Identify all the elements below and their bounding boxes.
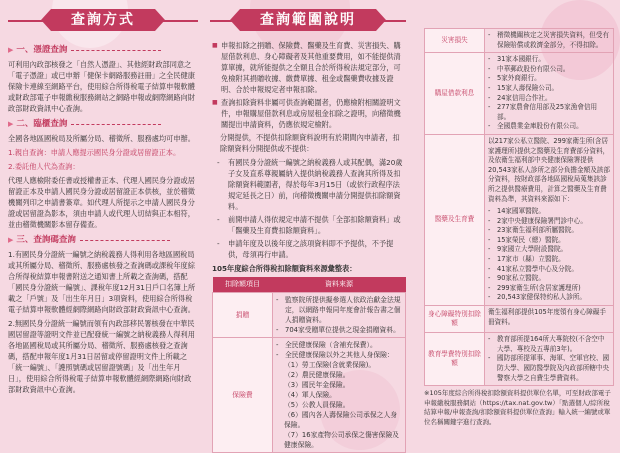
- footnote: ※105年度綜合所得稅扣除額資料提供單位名單，可至財政部電子申報繳稅服務網站（https://tax.nat.gov.tw）「點選個人/綜所稅結算申報/申報查詢/扣除額資料提供單位查詢」輸入統一編號或單位名稱關鍵字進行查詢。: [424, 389, 611, 426]
- list-marker: -: [488, 235, 491, 244]
- list-marker: -: [488, 274, 491, 283]
- list-marker: -: [488, 293, 491, 302]
- left-panel: [0, 0, 205, 438]
- list-text: 國防部所提軍事、海軍、空軍官校、國防大學、國防醫學院及內政部所轄中央警察大學之自費生學費資料。: [497, 354, 610, 382]
- list-marker: -: [488, 245, 491, 254]
- deduction-source-table-continued: [424, 28, 614, 386]
- list-marker: -: [488, 226, 491, 235]
- source-item: [488, 55, 610, 65]
- table-row: [425, 134, 614, 305]
- list-text: 15家榮民（總）醫院。: [497, 235, 565, 244]
- source-item: [276, 340, 402, 350]
- table-row: [425, 306, 614, 333]
- row-category: 購屋借款利息: [425, 53, 485, 135]
- source-item: [488, 226, 610, 236]
- right-panel: [412, 0, 616, 438]
- source-item: [488, 265, 610, 275]
- banner-wrap: [210, 8, 406, 32]
- chevron-icon: ▶: [8, 120, 14, 128]
- left-content: [8, 40, 196, 398]
- list-text: 申請年度及以後年度之該項資料即不予提供，不予提供，母須再行申請。: [228, 239, 394, 259]
- source-item: [488, 94, 610, 104]
- list-marker: -: [488, 55, 491, 64]
- row-sources: [485, 306, 614, 333]
- title-underline: [71, 124, 161, 125]
- source-subitem: （5）公教人員保險。: [284, 401, 350, 409]
- list-text: 90家私立醫院。: [497, 274, 545, 283]
- list-text: 15家人壽保險公司。: [497, 83, 559, 92]
- list-marker: -: [488, 264, 491, 273]
- source-item: [488, 65, 610, 75]
- list-marker: -: [488, 122, 491, 131]
- deduction-source-table: [212, 277, 406, 453]
- scope-sub-2: [212, 214, 406, 236]
- source-subitem: （4）軍人保險。: [284, 391, 336, 399]
- table-row: [425, 29, 614, 53]
- counter-item-proxy: 2.委託他人代為查詢：: [8, 162, 80, 171]
- row-sources: [485, 53, 614, 135]
- list-text: 14家國軍醫院。: [497, 207, 545, 216]
- section-title-text: 二、臨櫃查詢: [16, 119, 68, 129]
- banner-query-methods: 查詢方式: [51, 9, 155, 31]
- chevron-icon: ▶: [8, 46, 14, 54]
- list-marker: -: [488, 74, 491, 83]
- source-item: [488, 217, 610, 227]
- chevron-icon: ▶: [8, 236, 14, 244]
- list-marker: -: [488, 216, 491, 225]
- table-row: [213, 293, 406, 338]
- list-text: 20,543家健保特約私人診所。: [497, 293, 587, 302]
- table-header-row: [213, 277, 406, 293]
- counter-item-proxy-detail: 代理人應檢附委任書或授權書正本、代理人國民身分證或居留證正本及申請人國民身分證或居留證正本供核，並於稽徵機關列印之申請書簽章。如代理人所提示之申請人國民身分證或居留證為影本，須由申請人或代理人切結與正本相符，並由稽徵機關影本留存備查。: [8, 176, 195, 229]
- row-category: 教育學費特別扣除額: [425, 333, 485, 386]
- source-item: [488, 255, 610, 265]
- list-text: 24家信用合作社。: [497, 93, 552, 102]
- code-item-2: 2.無國民身分證統一編號而領有內政部移民署核發在中華民國居留證等證明文件並已配發統一編號之納稅義務人得利用各地區國稅局或其所屬分局、稽徵所、服務處核發之查詢碼，搭配申報年度1月31日居留或停留證明文件上所載之「統一編號」、「護照號碼或居留證號碼」及「出生年月日」，使用綜合所得稅電子結算申報軟體經網際網路向財政部財政資訊中心查詢。: [8, 319, 195, 394]
- source-item: [488, 84, 610, 94]
- list-text: 2家中央健康保險署門診中心。: [497, 216, 587, 225]
- source-item: [276, 350, 402, 360]
- table-row: [213, 338, 406, 453]
- row-sources: [273, 338, 406, 453]
- source-item: [276, 325, 402, 335]
- row-sources: [485, 134, 614, 305]
- scope-note-3: 分開提供，不提供扣除額資料說明有於期間內申請者，扣除額資料分開提供或不提供：: [220, 133, 400, 153]
- list-text: 31家本國銀行。: [497, 55, 545, 64]
- list-text: 23家衛生福利部所屬醫院。: [497, 226, 578, 235]
- list-text: 有國民身分證統一編號之納稅義務人或其配偶，滿20歲子女及直系尊親屬納入提供納稅義務人查詢其所得及扣除額資料範圍者，得於每年3月15日（或依行政程序法規定延長之日）前，向稽徵機關申請分開提供扣除額資料。: [228, 158, 403, 211]
- source-item: [488, 335, 610, 354]
- middle-panel: [208, 0, 408, 449]
- row-category: 捐贈: [213, 293, 273, 338]
- source-item: [488, 274, 610, 284]
- scope-sub-3: [212, 238, 406, 260]
- banner-wrap: [8, 8, 198, 32]
- list-text: 41家私立醫學中心及分院。: [497, 264, 578, 273]
- list-marker: -: [217, 215, 220, 224]
- source-item: [488, 31, 610, 50]
- section-title-certificate: [8, 45, 196, 56]
- source-item: [488, 122, 610, 132]
- list-text: 監察院所提供擬參選人依政治獻金法規定，以網路申報同年度會計報告書之個人捐贈資料。: [285, 296, 401, 324]
- list-marker: -: [488, 93, 491, 102]
- list-text: 中華郵政股份有限公司。: [497, 64, 570, 73]
- table-title: 105年度綜合所得稅扣除額資料來源彙整表：: [212, 264, 357, 273]
- section-title-text: 三、查詢碼查詢: [16, 235, 76, 245]
- list-marker: -: [276, 351, 279, 359]
- source-intro: 以217家公私立醫院、299家衛生所(含居家護理所)提供之醫藥及生育費部分資料，及依衛生福利部中央健康保險署提供20,543家私人診所之部分負擔金額及該部分資料，按財政部各地區國稅局蒐集該診所之提供醫療費用，計算之醫藥及生育費資料為準，其資料來源如下：: [488, 136, 610, 203]
- row-sources: [485, 333, 614, 386]
- section-body-counter: 全國各地區國稅局及所屬分局、稽徵所、服務處均可申辦。: [8, 134, 195, 143]
- section-title-counter: [8, 119, 196, 130]
- list-marker: -: [276, 341, 279, 349]
- source-text: 衛生福利部提供105年度領有身心障礙手冊資料。: [488, 308, 607, 326]
- list-marker: -: [488, 354, 491, 363]
- source-item: [488, 74, 610, 84]
- list-text: 17家市（縣）立醫院。: [497, 255, 565, 264]
- list-text: 5家外商銀行。: [497, 74, 541, 83]
- header-item: 扣除額項目: [213, 277, 273, 293]
- row-sources: [485, 29, 614, 53]
- list-text: 9家國立大學附設醫院。: [497, 245, 568, 254]
- row-category: 醫藥及生育費: [425, 134, 485, 305]
- source-subitem: （6）國內各人壽保險公司承保之人身保險。: [284, 411, 398, 429]
- row-sources: [273, 293, 406, 338]
- scope-sub-1: [212, 157, 406, 212]
- section-title-code: [8, 235, 196, 246]
- list-marker: -: [488, 64, 491, 73]
- row-category: 身心障礙特別扣除額: [425, 306, 485, 333]
- list-marker: -: [217, 158, 220, 167]
- title-underline: [71, 50, 161, 51]
- list-text: 277家農會信用部及25家漁會信用部。: [497, 103, 598, 121]
- table-row: [425, 53, 614, 135]
- list-marker: -: [217, 239, 220, 248]
- source-item: [488, 293, 610, 303]
- list-marker: -: [488, 31, 491, 39]
- list-marker: -: [488, 207, 491, 216]
- list-text: 全民健康保險以外之其他人身保險：: [285, 351, 394, 359]
- source-item: [488, 103, 610, 122]
- list-marker: -: [488, 103, 491, 112]
- source-item: [488, 354, 610, 383]
- source-item: [276, 295, 402, 325]
- list-text: 全民健康保險（含補充保費）。: [285, 341, 377, 349]
- section-title-text: 一、憑證查詢: [16, 45, 68, 55]
- header-source: 資料來源: [273, 277, 406, 293]
- list-marker: -: [488, 255, 491, 264]
- title-underline: [80, 240, 170, 241]
- source-subitem: （1）勞工保險(含就業保險)。: [284, 361, 376, 369]
- list-text: 稽徵機關核定之災害損失資料，但受有保險賠償或救濟金部分，不得扣除。: [497, 31, 610, 49]
- code-item-1: 1.有國民身分證統一編號之納稅義務人得利用各地區國稅局或其所屬分局、稽徵所、服務處核發之查詢碼或課稅年度綜合所得稅結算申報書附送之通知書上所載之查詢碼，搭配「國民身分證統一編號」、課稅年度12月31日戶口名簿上所載之「戶號」及「出生年月日」3項資料，使用綜合所得稅電子結算申報軟體經網際網路向財政部財政資訊中心查詢。: [8, 250, 196, 314]
- source-subitem: （7）16家產物公司承保之傷害保險及健康保險。: [284, 431, 399, 449]
- right-content: [424, 28, 614, 430]
- list-text: 全國農業金庫股份有限公司。: [497, 122, 583, 131]
- section-body-certificate: 可利用內政部核發之「自然人憑證」、其他經財政部同意之「電子憑證」或已申辦「健保卡網路服務註冊」之全民健康保險卡連線至網路平台，使用綜合所得稅電子結算申報軟體或財政部電子申報繳稅服務網站之網路申報或網際網路向財政部財政資訊中心查詢。: [8, 60, 195, 113]
- table-row: [425, 333, 614, 386]
- source-subitem: （2）農民健康保險。: [284, 371, 350, 379]
- scope-note-2: ■ 查詢扣除資料非屬可供查詢範圍者，仍應檢附相關證明文件，申報購屋借款利息或房屋租金扣除之證明，向稽徵機關提出申請資料，仍應依規定檢附。: [212, 97, 406, 130]
- list-text: 前開申請人得依規定申請不提供「全部扣除額資料」或「醫藥及生育費扣除額資料」。: [228, 215, 401, 235]
- list-text: 教育部所提164所大專院校(不含空中大學、專校及五專前3年)。: [497, 335, 605, 353]
- list-text: 704家受贈單位提供之現金捐贈資料。: [285, 326, 400, 334]
- list-marker: -: [488, 335, 491, 344]
- source-item: [488, 284, 610, 294]
- source-item: [488, 207, 610, 217]
- list-text: 299家衛生所(含居家護理所): [497, 283, 581, 292]
- banner-query-scope: 查詢範圍說明: [240, 9, 376, 31]
- scope-note-1: ■ 申報扣除之捐贈、保險費、醫藥及生育費、災害損失、購屋借款利息、身心障礙者及其他重要費用，如不能提供清算單據，就所能提供之全額且合於所得稅法規定部分，可免檢附其捐贈收據、繳費單據、租金或醫藥費收據及證明、合於申報規定者申報扣除。: [212, 40, 406, 95]
- row-category: 保險費: [213, 338, 273, 453]
- source-subitem: （3）國民年金保險。: [284, 381, 350, 389]
- middle-content: [212, 40, 406, 453]
- list-marker: -: [488, 83, 491, 92]
- list-marker: -: [276, 326, 279, 334]
- counter-item-self: 1.親自查詢：申請人應提示國民身分證或居留證正本。: [8, 148, 181, 157]
- source-item: [488, 245, 610, 255]
- row-category: 災害損失: [425, 29, 485, 53]
- list-marker: -: [276, 296, 279, 304]
- list-marker: -: [488, 283, 491, 292]
